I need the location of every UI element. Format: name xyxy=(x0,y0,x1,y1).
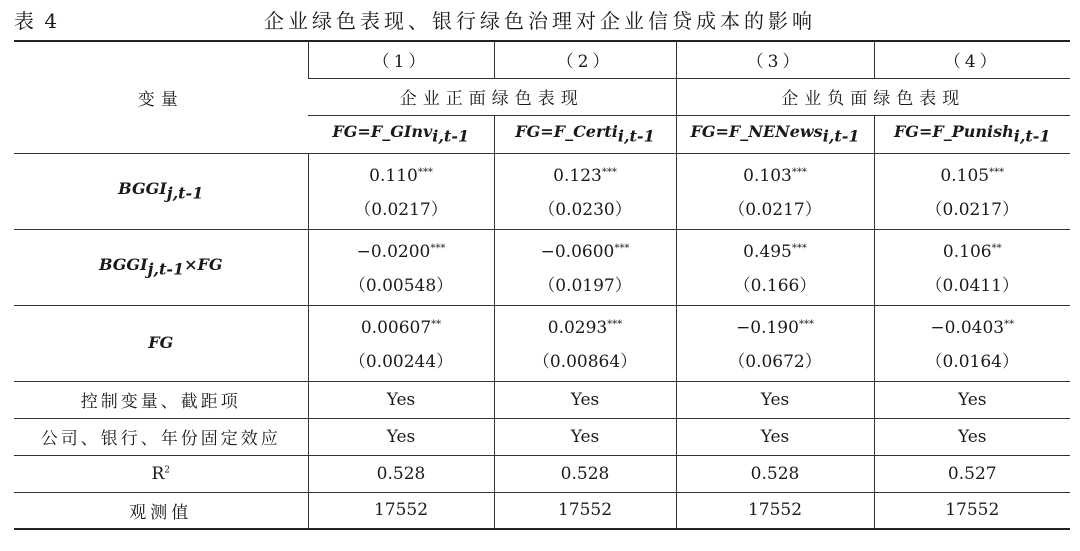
cell-bggi-fg-4: 0.106** （0.0411） xyxy=(874,229,1070,305)
cell-obs-3: 17552 xyxy=(676,492,874,529)
cell-controls-1: Yes xyxy=(308,381,494,418)
cell-bggi-1: 0.110*** （0.0217） xyxy=(308,153,494,229)
cell-fe-3: Yes xyxy=(676,418,874,455)
row-fg xyxy=(14,305,1070,381)
fg-def-3: FG=F_NENews$_{i,t-1}$ xyxy=(676,115,874,153)
cell-fg-1: 0.00607** （0.00244） xyxy=(308,305,494,381)
cell-bggi-4: 0.105*** （0.0217） xyxy=(874,153,1070,229)
cell-controls-4: Yes xyxy=(874,381,1070,418)
cell-bggi-3: 0.103*** （0.0217） xyxy=(676,153,874,229)
cell-obs-1: 17552 xyxy=(308,492,494,529)
group-positive: 企业正面绿色表现 xyxy=(308,78,676,115)
row-controls xyxy=(14,381,1070,418)
col-number-4: （4） xyxy=(874,41,1070,78)
label-controls: 控制变量、截距项 xyxy=(14,381,308,418)
cell-fe-1: Yes xyxy=(308,418,494,455)
cell-controls-3: Yes xyxy=(676,381,874,418)
fg-def-4: FG=F_Punish$_{i,t-1}$ xyxy=(874,115,1070,153)
row-observations xyxy=(14,492,1070,529)
fg-def-2: FG=F_Certi$_{i,t-1}$ xyxy=(494,115,676,153)
cell-fe-4: Yes xyxy=(874,418,1070,455)
cell-obs-4: 17552 xyxy=(874,492,1070,529)
col-number-3: （3） xyxy=(676,41,874,78)
cell-controls-2: Yes xyxy=(494,381,676,418)
table-number: 表 4 xyxy=(14,9,60,33)
cell-fg-4: −0.0403** （0.0164） xyxy=(874,305,1070,381)
variable-header: 变量 xyxy=(14,41,308,153)
header-row-numbers xyxy=(14,41,1070,78)
table-title: 企业绿色表现、银行绿色治理对企业信贷成本的影响 xyxy=(264,9,816,33)
row-fixed-effects xyxy=(14,418,1070,455)
label-bggi-fg: $BGGI_{j,t-1}\times FG$ xyxy=(14,229,308,305)
cell-bggi-fg-2: −0.0600*** （0.0197） xyxy=(494,229,676,305)
cell-r2-3: 0.528 xyxy=(676,455,874,492)
cell-bggi-2: 0.123*** （0.0230） xyxy=(494,153,676,229)
cell-fg-2: 0.0293*** （0.00864） xyxy=(494,305,676,381)
label-r2: $R^2$ xyxy=(14,455,308,492)
fg-def-1: FG=F_GInv$_{i,t-1}$ xyxy=(308,115,494,153)
col-number-1: （1） xyxy=(308,41,494,78)
label-observations: 观测值 xyxy=(14,492,308,529)
group-negative: 企业负面绿色表现 xyxy=(676,78,1070,115)
cell-fe-2: Yes xyxy=(494,418,676,455)
cell-r2-1: 0.528 xyxy=(308,455,494,492)
row-r2 xyxy=(14,455,1070,492)
label-fg: FG xyxy=(14,305,308,381)
cell-bggi-fg-3: 0.495*** （0.166） xyxy=(676,229,874,305)
row-bggi-fg xyxy=(14,229,1070,305)
cell-r2-4: 0.527 xyxy=(874,455,1070,492)
regression-table xyxy=(14,40,1070,530)
cell-fg-3: −0.190*** （0.0672） xyxy=(676,305,874,381)
cell-r2-2: 0.528 xyxy=(494,455,676,492)
row-bggi xyxy=(14,153,1070,229)
label-fixed-effects: 公司、银行、年份固定效应 xyxy=(14,418,308,455)
cell-bggi-fg-1: −0.0200*** （0.00548） xyxy=(308,229,494,305)
col-number-2: （2） xyxy=(494,41,676,78)
cell-obs-2: 17552 xyxy=(494,492,676,529)
label-bggi: $BGGI_{j,t-1}$ xyxy=(14,153,308,229)
